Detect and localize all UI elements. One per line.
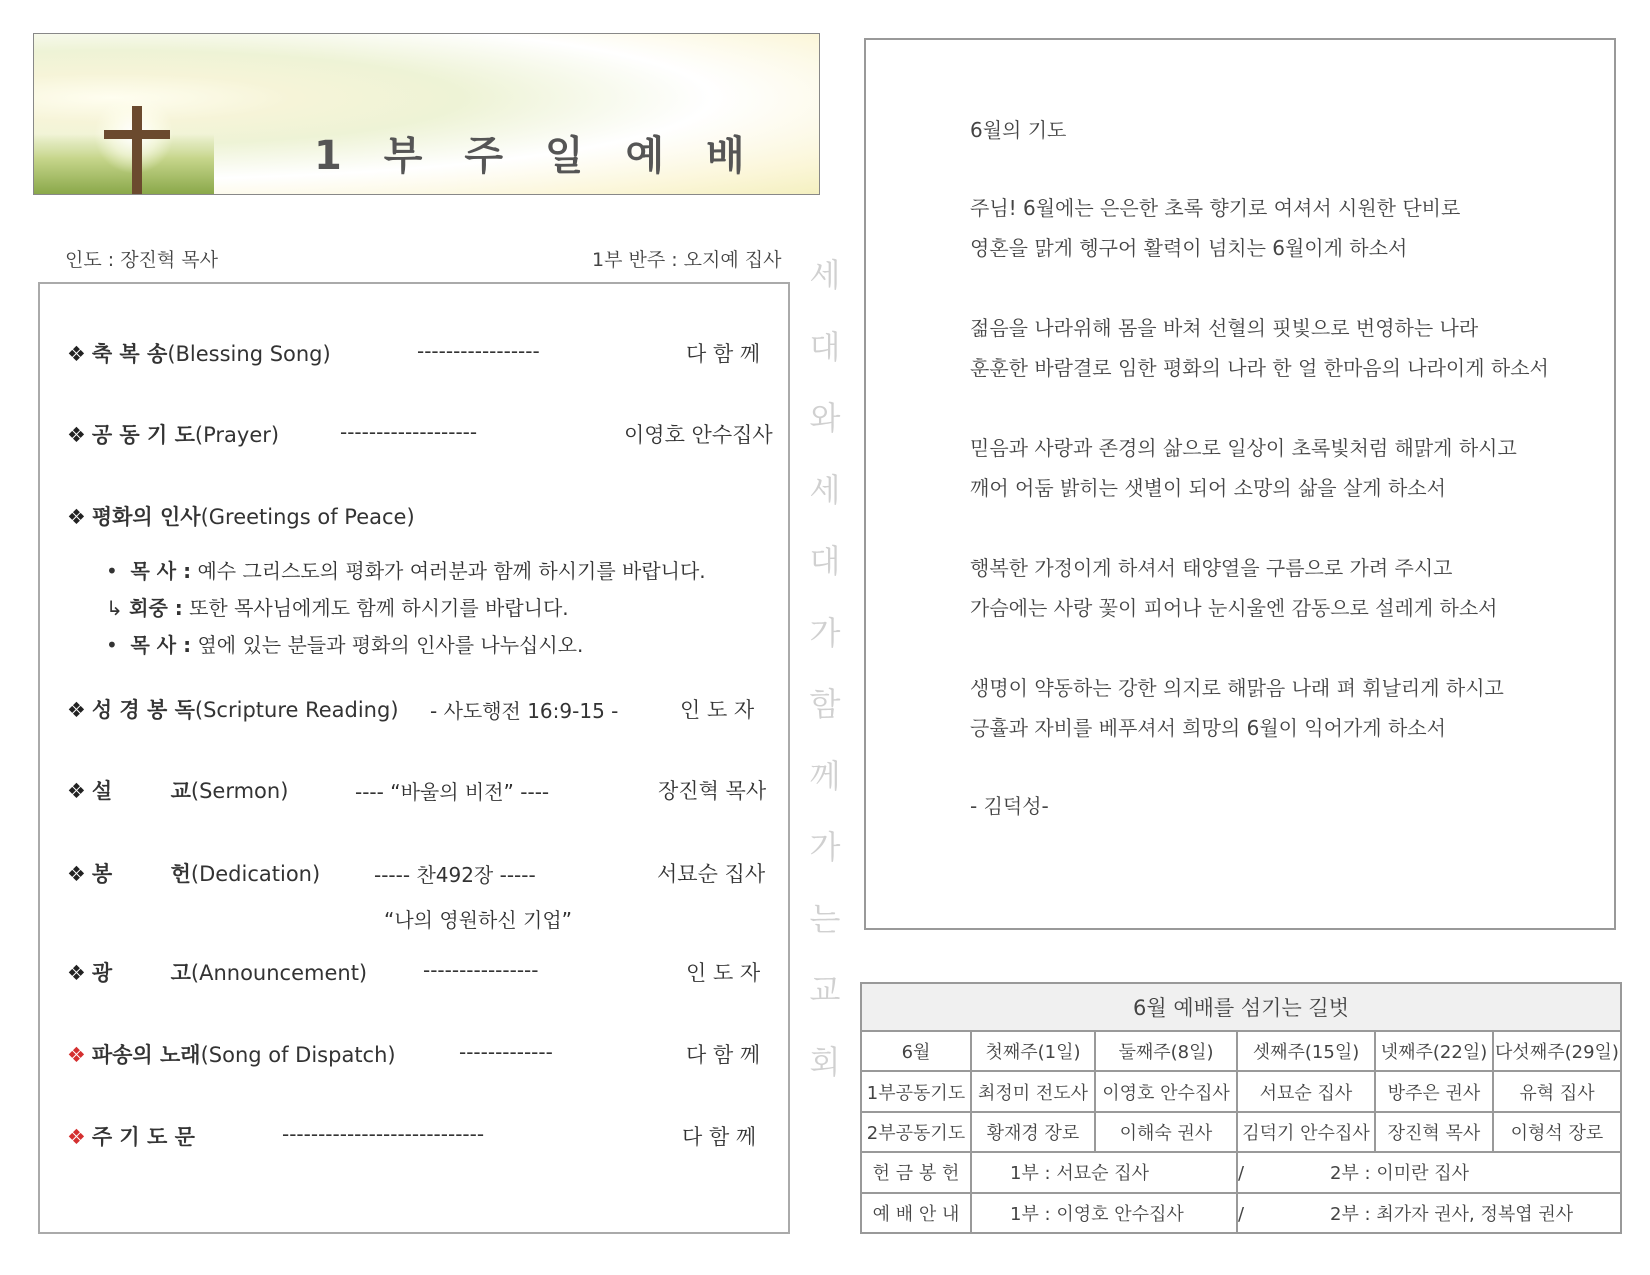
peace-title: ❖ 평화의 인사(Greetings of Peace) xyxy=(67,505,415,529)
table-header-cell: 둘째주(8일) xyxy=(1095,1031,1237,1071)
dedication-title: ❖ 봉 헌(Dedication) xyxy=(67,862,321,886)
prayer-author: - 김덕성- xyxy=(970,794,1049,818)
motto-char: 와 xyxy=(809,399,841,437)
table-header-cell: 셋째주(15일) xyxy=(1237,1031,1375,1071)
lords-prayer-dash: ---------------------------- xyxy=(282,1122,485,1146)
worship-banner xyxy=(33,33,820,195)
motto-char: 교 xyxy=(809,971,841,1009)
table-cell: / 2부 : 이미란 집사 xyxy=(1237,1152,1621,1192)
table-header-cell: 넷째주(22일) xyxy=(1375,1031,1493,1071)
prayer-dash: ------------------- xyxy=(340,420,478,444)
table-cell: 장진혁 목사 xyxy=(1375,1112,1493,1152)
table-cell: 최정미 전도사 xyxy=(971,1071,1095,1111)
diamond-bullet-icon: ❖ xyxy=(67,423,86,447)
accompanist: 1부 반주 : 오지예 집사 xyxy=(592,249,782,271)
dispatch-leader: 다 함 께 xyxy=(686,1043,761,1067)
peace-line: • 목 사 : 옆에 있는 분들과 평화의 인사를 나누십시오. xyxy=(106,633,584,657)
sermon-preacher: 장진혁 목사 xyxy=(658,779,767,803)
dispatch-dash: ------------- xyxy=(459,1040,553,1064)
prayer-title: 6월의 기도 xyxy=(970,118,1067,142)
table-cell: 헌 금 봉 헌 xyxy=(861,1152,971,1192)
table-row xyxy=(861,1193,1621,1233)
june-prayer xyxy=(864,38,1616,930)
banner-title: 1 부 주 일 예 배 xyxy=(314,133,759,179)
worship-leader: 인도 : 장진혁 목사 xyxy=(65,249,218,271)
table-cell: 1부공동기도 xyxy=(861,1071,971,1111)
order-of-service xyxy=(38,282,790,1234)
motto-char: 회 xyxy=(809,1042,841,1081)
diamond-bullet-icon: ❖ xyxy=(67,698,86,722)
duty-roster-table xyxy=(860,982,1622,1234)
prayer-line: 행복한 가정이게 하셔서 태양열을 구름으로 가려 주시고 xyxy=(970,556,1453,580)
lords-prayer-title: ❖ 주 기 도 문 xyxy=(67,1125,195,1149)
table-cell: 1부 : 이영호 안수집사 xyxy=(971,1193,1237,1233)
table-header-row xyxy=(861,1031,1621,1071)
table-row xyxy=(861,1071,1621,1111)
table-caption: 6월 예배를 섬기는 길벗 xyxy=(861,983,1621,1031)
blessing-song-leader: 다 함 께 xyxy=(686,342,761,366)
motto-char: 께 xyxy=(809,756,841,795)
announcement-leader: 인 도 자 xyxy=(686,961,761,985)
motto-char: 대 xyxy=(809,327,841,366)
peace-line: ↳ 회중 : 또한 목사님에게도 함께 하시기를 바랍니다. xyxy=(106,596,569,620)
cross-icon xyxy=(132,106,142,194)
table-cell: 서묘순 집사 xyxy=(1237,1071,1375,1111)
lords-prayer-leader: 다 함 께 xyxy=(682,1125,757,1149)
prayer-line: 주님! 6월에는 은은한 초록 향기로 여셔서 시원한 단비로 xyxy=(970,196,1461,220)
dedication-hymn-title: “나의 영원하신 기업” xyxy=(384,908,572,932)
diamond-bullet-icon: ❖ xyxy=(67,961,86,985)
table-cell: 이해숙 권사 xyxy=(1095,1112,1237,1152)
prayer-line: 긍휼과 자비를 베푸셔서 희망의 6월이 익어가게 하소서 xyxy=(970,716,1446,740)
vertical-motto xyxy=(808,240,842,1098)
table-header-cell: 6월 xyxy=(861,1031,971,1071)
table-cell: 예 배 안 내 xyxy=(861,1193,971,1233)
cross-icon-bar xyxy=(104,130,170,139)
motto-char: 는 xyxy=(809,899,841,938)
dedication-hymn: ----- 찬492장 ----- xyxy=(374,863,536,887)
blessing-song-title: ❖ 축 복 송(Blessing Song) xyxy=(67,342,331,366)
blessing-song-dash: ----------------- xyxy=(417,339,540,363)
table-cell: / 2부 : 최가자 권사, 정복엽 권사 xyxy=(1237,1193,1621,1233)
sermon-subject: ---- “바울의 비전” ---- xyxy=(355,780,550,804)
diamond-bullet-icon: ❖ xyxy=(67,505,86,529)
motto-char: 가 xyxy=(809,613,841,652)
table-cell: 유혁 집사 xyxy=(1493,1071,1621,1111)
table-cell: 황재경 장로 xyxy=(971,1112,1095,1152)
table-cell: 김덕기 안수집사 xyxy=(1237,1112,1375,1152)
diamond-bullet-icon: ❖ xyxy=(67,862,86,886)
motto-char: 가 xyxy=(809,828,841,866)
table-row xyxy=(861,1152,1621,1192)
diamond-bullet-red-icon: ❖ xyxy=(67,1125,86,1149)
announcement-title: ❖ 광 고(Announcement) xyxy=(67,961,368,985)
table-cell: 이형석 장로 xyxy=(1493,1112,1621,1152)
table-header-cell: 다섯째주(29일) xyxy=(1493,1031,1621,1071)
prayer-line: 영혼을 맑게 헹구어 활력이 넘치는 6월이게 하소서 xyxy=(970,236,1408,260)
table-header-cell: 첫째주(1일) xyxy=(971,1031,1095,1071)
table-caption-row xyxy=(861,983,1621,1031)
table-cell: 방주은 권사 xyxy=(1375,1071,1493,1111)
table-cell: 2부공동기도 xyxy=(861,1112,971,1152)
motto-char: 함 xyxy=(809,685,841,723)
diamond-bullet-icon: ❖ xyxy=(67,342,86,366)
prayer-line: 믿음과 사랑과 존경의 삶으로 일상이 초록빛처럼 해맑게 하시고 xyxy=(970,436,1517,460)
table-cell: 1부 : 서묘순 집사 xyxy=(971,1152,1237,1192)
peace-line: • 목 사 : 예수 그리스도의 평화가 여러분과 함께 하시기를 바랍니다. xyxy=(106,559,706,583)
diamond-bullet-icon: ❖ xyxy=(67,779,86,803)
dispatch-title: ❖ 파송의 노래(Song of Dispatch) xyxy=(67,1043,396,1067)
prayer-line: 깨어 어둠 밝히는 샛별이 되어 소망의 삶을 살게 하소서 xyxy=(970,476,1446,500)
announcement-dash: ---------------- xyxy=(423,958,539,982)
motto-char: 대 xyxy=(809,542,841,580)
scripture-leader: 인 도 자 xyxy=(680,698,755,722)
table-cell: 이영호 안수집사 xyxy=(1095,1071,1237,1111)
motto-char: 세 xyxy=(809,256,841,294)
dedication-leader: 서묘순 집사 xyxy=(657,862,766,886)
table-row xyxy=(861,1112,1621,1152)
diamond-bullet-red-icon: ❖ xyxy=(67,1043,86,1067)
prayer-line: 생명이 약동하는 강한 의지로 해맑음 나래 펴 휘날리게 하시고 xyxy=(970,676,1504,700)
motto-char: 세 xyxy=(809,470,841,509)
prayer-line: 훈훈한 바람결로 임한 평화의 나라 한 얼 한마음의 나라이게 하소서 xyxy=(970,356,1549,380)
prayer-title: ❖ 공 동 기 도(Prayer) xyxy=(67,423,280,447)
prayer-line: 가슴에는 사랑 꽃이 피어나 눈시울엔 감동으로 설레게 하소서 xyxy=(970,596,1498,620)
prayer-line: 젊음을 나라위해 몸을 바쳐 선혈의 핏빛으로 번영하는 나라 xyxy=(970,316,1479,340)
scripture-title: ❖ 성 경 봉 독(Scripture Reading) xyxy=(67,698,399,722)
sermon-title: ❖ 설 교(Sermon) xyxy=(67,779,289,803)
prayer-leader: 이영호 안수집사 xyxy=(624,423,773,447)
scripture-passage: - 사도행전 16:9-15 - xyxy=(430,699,619,723)
